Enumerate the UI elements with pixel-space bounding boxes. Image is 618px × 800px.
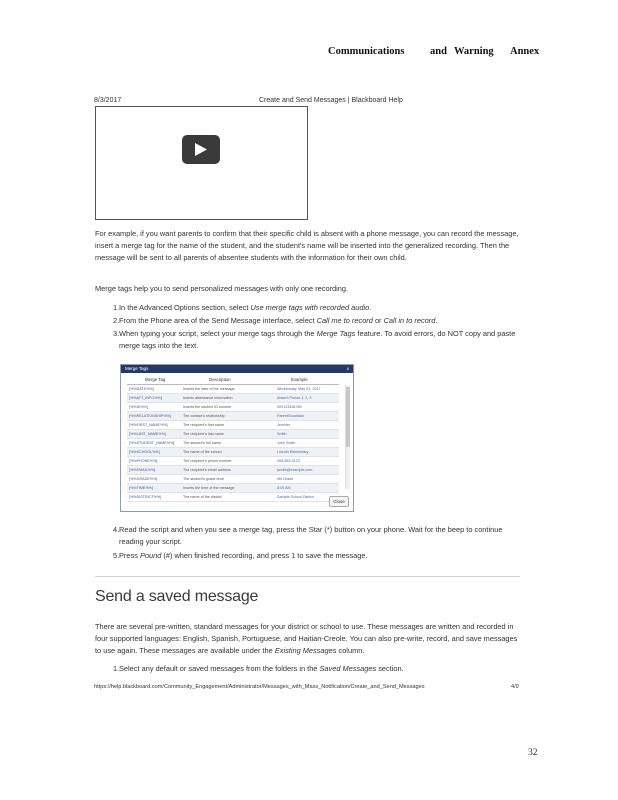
- table-cell: Absent Period 1, 2, 3: [277, 396, 312, 400]
- table-cell: jsmith@example.com: [277, 468, 313, 472]
- table-row: [127, 493, 339, 502]
- table-cell: The recipient's first name: [183, 423, 225, 427]
- table-cell: Inserts the date of the message: [183, 387, 235, 391]
- table-cell: John Smith: [277, 441, 296, 445]
- print-date: 8/3/2017: [94, 97, 122, 104]
- table-cell: Lincoln Elementary: [277, 450, 309, 454]
- table-cell[interactable]: [%%ID%%]: [129, 405, 148, 409]
- table-cell: Wednesday, May 03, 2017: [277, 387, 321, 391]
- footer-page-of: 4/9: [511, 684, 519, 690]
- column-description: Description: [209, 377, 231, 382]
- table-row: [127, 475, 339, 484]
- table-cell[interactable]: [%%DISTRICT%%]: [129, 495, 162, 499]
- table-row: [127, 448, 339, 457]
- print-title: Create and Send Messages | Blackboard Help: [259, 97, 403, 104]
- table-cell[interactable]: [%%FIRST_NAME%%]: [129, 423, 168, 427]
- table-cell[interactable]: [%%STUDENT_NAME%%]: [129, 441, 175, 445]
- paragraph-saved-messages: There are several pre-written, standard messages for your district or school to use. These messages are written and recorded in four supported languages: English, Spanish, Portuguese, and Haitian-Creole. You can also pre-write, record, and save messages to use again. These messages are available under the Existing Messages column.: [95, 622, 518, 656]
- table-row: [127, 394, 339, 403]
- steps-list-b: [95, 524, 520, 563]
- paragraph-example: For example, if you want parents to confirm that their specific child is absent with a phone message, you can record the message, insert a merge tag for the name of the student, and the student's name will be inserted into the generalized recording. Then the message will be sent to all parents of absentee students with the information for their own child.: [95, 229, 519, 263]
- footer-url: https://help.blackboard.com/Community_Engagement/Administrator/Messages_with_Mass_Notification/Create_and_Send_Messages: [94, 684, 425, 690]
- table-cell: The recipient's last name: [183, 432, 224, 436]
- merge-tags-scrollbar[interactable]: [345, 385, 350, 489]
- table-cell[interactable]: [%%DATE%%]: [129, 387, 154, 391]
- steps-list-c: [95, 663, 520, 676]
- merge-tags-title: Merge Tags: [125, 366, 149, 371]
- table-cell: Inserts attendance information: [183, 396, 233, 400]
- table-row: [127, 457, 339, 466]
- close-button[interactable]: Close: [329, 496, 349, 507]
- table-cell: The student's full name: [183, 441, 222, 445]
- header-word-2: and: [430, 46, 447, 57]
- table-row: [127, 439, 339, 448]
- step-select-saved: 1. Select any default or saved messages from the folders in the Saved Messages section.: [113, 664, 404, 673]
- table-cell: 555-555-0123: [277, 459, 300, 463]
- column-merge-tag: Merge Tag: [145, 377, 166, 382]
- table-cell: The recipient's phone number: [183, 459, 232, 463]
- table-cell[interactable]: [%%GRADE%%]: [129, 477, 158, 481]
- table-cell: The name of the school: [183, 450, 222, 454]
- header-word-1: Communications: [328, 46, 405, 57]
- step-2: 2. From the Phone area of the Send Message interface, select Call me to record or Call in to record.: [113, 316, 438, 325]
- section-heading: Send a saved message: [95, 588, 259, 605]
- table-cell: Inserts the student ID number: [183, 405, 232, 409]
- table-cell: The recipient's email address: [183, 468, 231, 472]
- table-cell[interactable]: [%%PHONE%%]: [129, 459, 158, 463]
- merge-tags-header-row: [127, 377, 339, 385]
- table-cell[interactable]: [%%RELATIONSHIP%%]: [129, 414, 171, 418]
- step-5: 5. Press Pound (#) when finished recording, and press 1 to save the message.: [113, 551, 368, 560]
- table-cell[interactable]: [%%SCHOOL%%]: [129, 450, 160, 454]
- column-example: Example: [291, 377, 308, 382]
- table-row: [127, 430, 339, 439]
- merge-tags-table-body: [127, 385, 339, 499]
- table-cell: Jennifer: [277, 423, 291, 427]
- table-cell: 000123456789: [277, 405, 302, 409]
- table-cell: The student's grade level: [183, 477, 225, 481]
- play-button[interactable]: [182, 135, 220, 164]
- table-cell[interactable]: [%%EMAIL%%]: [129, 468, 156, 472]
- scrollbar-thumb[interactable]: [346, 387, 350, 447]
- table-cell: 5th Grade: [277, 477, 294, 481]
- table-cell: Parent/Guardian: [277, 414, 305, 418]
- table-cell: The name of the district: [183, 495, 222, 499]
- table-row: [127, 385, 339, 394]
- divider: [95, 576, 520, 577]
- step-4: 4. Read the script and when you see a merge tag, press the Star (*) button on your phone. Wait for the beep to continue reading your script.: [113, 525, 503, 546]
- table-row: [127, 466, 339, 475]
- table-row: [127, 484, 339, 493]
- merge-tags-dialog: [120, 364, 354, 512]
- close-icon[interactable]: x: [346, 366, 349, 371]
- table-cell: Smith: [277, 432, 287, 436]
- table-cell[interactable]: [%%TIME%%]: [129, 486, 153, 490]
- merge-tags-titlebar: [121, 365, 353, 373]
- step-3: 3. When typing your script, select your merge tags through the Merge Tags feature. To avoid errors, do NOT copy and paste merge tags into the text.: [113, 329, 516, 350]
- header-word-3: Warning: [454, 46, 494, 57]
- header-word-4: Annex: [510, 46, 540, 57]
- table-cell: Sample School District: [277, 495, 315, 499]
- step-1: 1. In the Advanced Options section, select Use merge tags with recorded audio.: [113, 303, 372, 312]
- video-player[interactable]: [95, 106, 308, 220]
- table-cell[interactable]: [%%ATT_INFO%%]: [129, 396, 162, 400]
- paragraph-merge-tags-intro: Merge tags help you to send personalized messages with only one recording.: [95, 284, 349, 293]
- table-cell: The contact's relationship: [183, 414, 225, 418]
- table-cell[interactable]: [%%LAST_NAME%%]: [129, 432, 167, 436]
- page-number: 32: [528, 748, 538, 758]
- table-cell: 8:00 AM: [277, 486, 291, 490]
- table-row: [127, 412, 339, 421]
- table-row: [127, 421, 339, 430]
- steps-list-a: [95, 302, 520, 353]
- table-cell: Inserts the time of the message: [183, 486, 235, 490]
- play-icon: [195, 143, 207, 156]
- table-row: [127, 403, 339, 412]
